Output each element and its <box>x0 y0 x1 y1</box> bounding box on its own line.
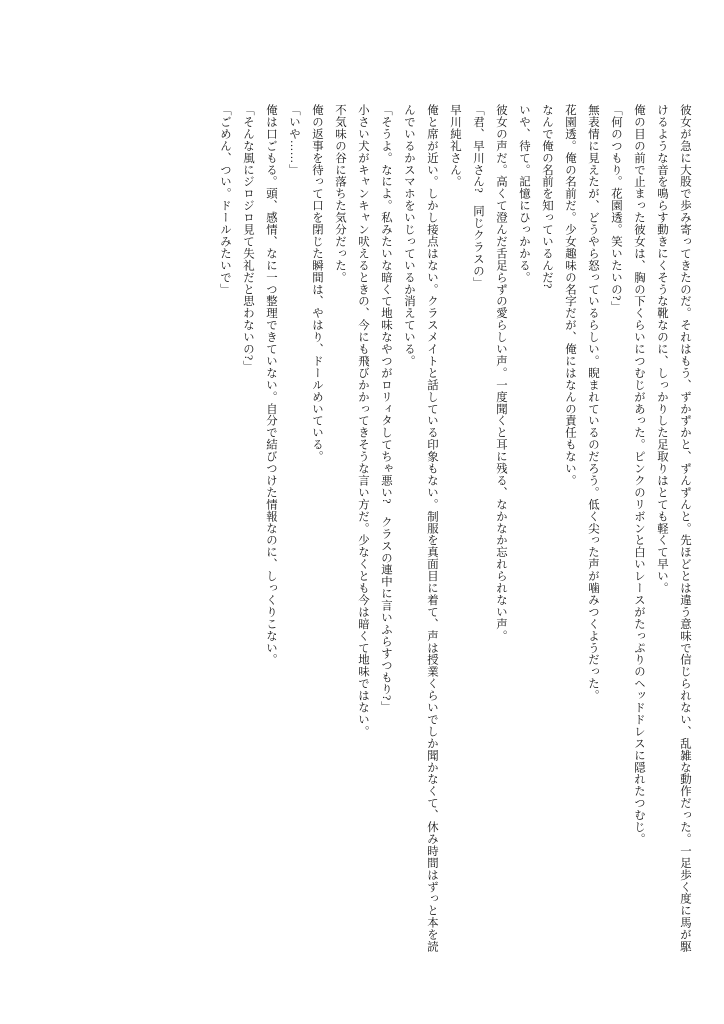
paragraph: 彼女が急に大股で歩み寄ってきたのだ。それはもう、ずかずかと、ずんずんと。先ほどとは違う意味で信じられない、乱雑な動作だった。一足歩く度に馬が駆けるような音を鳴らす動きにくそうな靴なのに、しっかりした足取りはとても軽くて早い。 <box>656 104 691 953</box>
paragraph: 小さい犬がキャンキャン吠えるときの、今にも飛びかかってきそうな言い方だ。少なくとも今は暗くて地味ではない。 <box>357 104 369 738</box>
vertical-text-body <box>96 104 696 964</box>
paragraph: 不気味の谷に落ちた気分だった。 <box>334 104 346 284</box>
paragraph: 「そうよ。なによ。私みたいな暗くて地味なやつがロリィタしてちゃ悪い? クラスの連中に言いふらすつもり?」 <box>380 104 392 713</box>
paragraph: 俺の返事を待って口を閉じた瞬間は、やはり、ドールめいている。 <box>311 104 323 463</box>
paragraph: 早川純礼さん。 <box>449 104 461 188</box>
paragraph: 「ごめん、つい。ドールみたいで」 <box>219 104 231 296</box>
paragraph: いや、待て。記憶にひっかかる。 <box>518 104 530 284</box>
paragraph: 俺の目の前で止まった彼女は、胸の下くらいにつむじがあった。ピンクのリボンと白いレースがたっぷりのヘッドドレスに隠れたつむじ。 <box>633 104 645 845</box>
paragraph: 花園透。俺の名前だ。少女趣味の名字だが、俺にはなんの責任もない。 <box>564 104 576 487</box>
paragraph: 「そんな風にジロジロ見て失礼だと思わないの?」 <box>242 104 254 373</box>
paragraph: 俺と席が近い。しかし接点はない。クラスメイトと話している印象もない。制服を真面目に着て、声は授業くらいでしか聞かなくて、休み時間はずっと本を読んでいるかスマホをいじっているか消えている。 <box>403 104 438 953</box>
paragraph: 俺は口ごもる。頭、感情、なに一つ整理できていない。自分で結びつけた情報なのに、しっくりこない。 <box>265 104 277 666</box>
paragraph: 「君、早川さん? 同じクラスの」 <box>472 104 484 289</box>
paragraph: 無表情に見えたが、どうやら怒っているらしい。睨まれているのだろう。低く尖った声が噛みつくようだった。 <box>587 104 599 702</box>
paragraph: 「いや……」 <box>288 104 300 176</box>
paragraph: 彼女の声だ。高くて澄んだ舌足らずの愛らしい声。一度聞くと耳に残る、なかなか忘れられない声。 <box>495 104 507 642</box>
paragraph: なんで俺の名前を知っているんだ? <box>541 104 553 289</box>
paragraph: 「何のつもり。花園透。笑いたいの?」 <box>610 104 622 313</box>
